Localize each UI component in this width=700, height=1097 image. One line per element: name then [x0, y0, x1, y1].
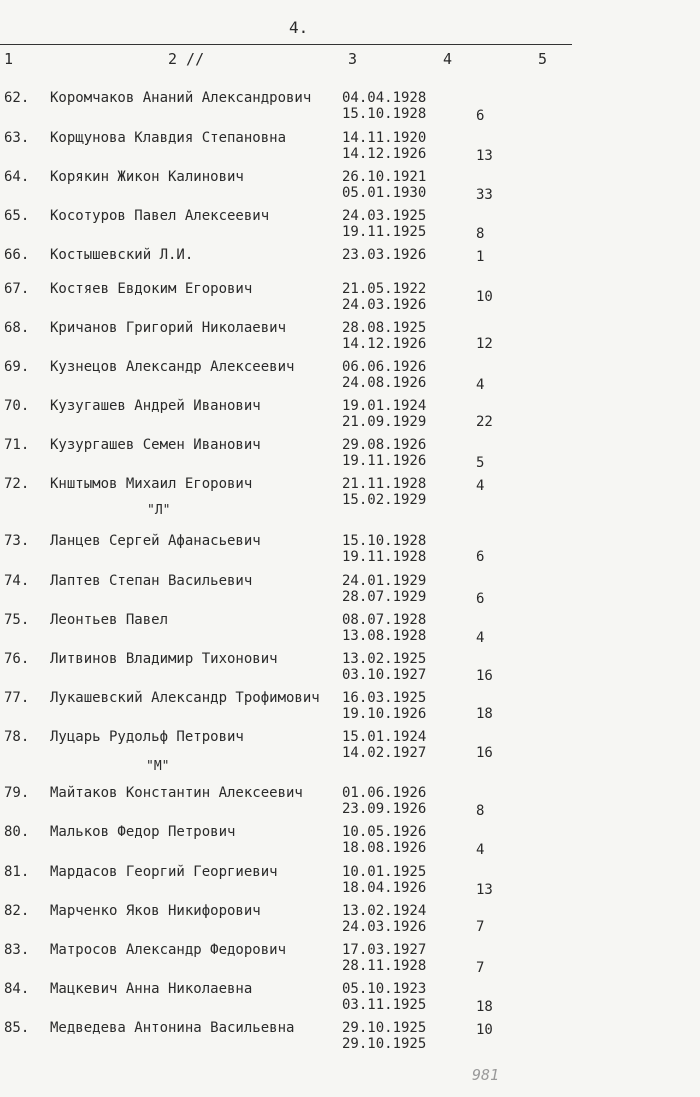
- table-row: [0, 398, 620, 438]
- col-5-header: 5: [538, 50, 548, 68]
- row-number: 68.: [4, 320, 30, 336]
- date-end: 15.10.1928: [342, 106, 427, 122]
- row-number: 81.: [4, 864, 30, 880]
- date-start: 29.10.1925: [342, 1020, 427, 1036]
- row-number: 85.: [4, 1020, 30, 1036]
- date-start: 26.10.1921: [342, 169, 427, 185]
- date-start: 16.03.1925: [342, 690, 427, 706]
- date-end: 05.01.1930: [342, 185, 427, 201]
- count-value: 33: [476, 187, 493, 203]
- row-number: 66.: [4, 247, 30, 263]
- count-value: 10: [476, 289, 493, 305]
- date-start: 21.11.1928: [342, 476, 427, 492]
- table-row: [0, 573, 620, 613]
- date-end: 24.03.1926: [342, 919, 427, 935]
- col-3-header: 3: [348, 50, 358, 68]
- row-number: 84.: [4, 981, 30, 997]
- table-row: [0, 437, 620, 477]
- table-row: [0, 281, 620, 321]
- person-name: Кузугашев Андрей Иванович: [50, 398, 261, 414]
- table-row: [0, 612, 620, 652]
- date-start: 21.05.1922: [342, 281, 427, 297]
- person-name: Косотуров Павел Алексеевич: [50, 208, 270, 224]
- person-name: Корщунова Клавдия Степановна: [50, 130, 287, 146]
- person-name: Ланцев Сергей Афанасьевич: [50, 533, 261, 549]
- person-name: Коромчаков Ананий Александрович: [50, 90, 312, 106]
- table-row: [0, 690, 620, 730]
- row-number: 76.: [4, 651, 30, 667]
- count-value: 8: [476, 803, 485, 819]
- date-end: 19.11.1925: [342, 224, 427, 240]
- date-end: 14.12.1926: [342, 146, 427, 162]
- table-row: [0, 476, 620, 516]
- row-number: 77.: [4, 690, 30, 706]
- person-name: Марченко Яков Никифорович: [50, 903, 261, 919]
- date-start: 13.02.1924: [342, 903, 427, 919]
- table-row: [0, 130, 620, 170]
- date-end: 03.11.1925: [342, 997, 427, 1013]
- date-start: 17.03.1927: [342, 942, 427, 958]
- date-start: 13.02.1925: [342, 651, 427, 667]
- table-row: [0, 1020, 620, 1060]
- date-start: 29.08.1926: [342, 437, 427, 453]
- date-start: 15.01.1924: [342, 729, 427, 745]
- date-end: 14.12.1926: [342, 336, 427, 352]
- date-end: 28.07.1929: [342, 589, 427, 605]
- count-value: 1: [476, 249, 485, 265]
- table-row: [0, 651, 620, 691]
- archive-mark: 981: [472, 1066, 500, 1084]
- date-start: 06.06.1926: [342, 359, 427, 375]
- date-end: 15.02.1929: [342, 492, 427, 508]
- date-end: 19.11.1928: [342, 549, 427, 565]
- table-row: [0, 533, 620, 573]
- date-end: 24.08.1926: [342, 375, 427, 391]
- count-value: 6: [476, 591, 485, 607]
- row-number: 83.: [4, 942, 30, 958]
- count-value: 12: [476, 336, 493, 352]
- table-row: [0, 320, 620, 360]
- date-end: 13.08.1928: [342, 628, 427, 644]
- date-start: 10.05.1926: [342, 824, 427, 840]
- person-name: Кузнецов Александр Алексеевич: [50, 359, 295, 375]
- person-name: Кричанов Григорий Николаевич: [50, 320, 287, 336]
- date-start: 01.06.1926: [342, 785, 427, 801]
- count-value: 7: [476, 919, 485, 935]
- date-end: 03.10.1927: [342, 667, 427, 683]
- date-start: 15.10.1928: [342, 533, 427, 549]
- count-value: 18: [476, 999, 493, 1015]
- table-row: [0, 729, 620, 769]
- row-number: 64.: [4, 169, 30, 185]
- table-row: [0, 359, 620, 399]
- count-value: 18: [476, 706, 493, 722]
- date-start: 28.08.1925: [342, 320, 427, 336]
- person-name: Кузургашев Семен Иванович: [50, 437, 261, 453]
- person-name: Луцарь Рудольф Петрович: [50, 729, 244, 745]
- date-end: 14.02.1927: [342, 745, 427, 761]
- person-name: Литвинов Владимир Тихонович: [50, 651, 278, 667]
- count-value: 4: [476, 630, 485, 646]
- date-end: 19.11.1926: [342, 453, 427, 469]
- person-name: Костяев Евдоким Егорович: [50, 281, 253, 297]
- row-number: 82.: [4, 903, 30, 919]
- row-number: 62.: [4, 90, 30, 106]
- count-value: 4: [476, 478, 485, 494]
- date-start: 19.01.1924: [342, 398, 427, 414]
- col-2-header: 2 //: [168, 50, 205, 68]
- date-end: 29.10.1925: [342, 1036, 427, 1052]
- table-row: [0, 981, 620, 1021]
- section-l-heading: "Л": [147, 503, 171, 518]
- row-number: 74.: [4, 573, 30, 589]
- person-name: Майтаков Константин Алексеевич: [50, 785, 303, 801]
- row-number: 78.: [4, 729, 30, 745]
- person-name: Костышевский Л.И.: [50, 247, 194, 263]
- row-number: 67.: [4, 281, 30, 297]
- row-number: 79.: [4, 785, 30, 801]
- table-row: [0, 942, 620, 982]
- table-row: [0, 208, 620, 248]
- count-value: 7: [476, 960, 485, 976]
- date-start: 10.01.1925: [342, 864, 427, 880]
- table-row: [0, 824, 620, 864]
- date-end: 18.08.1926: [342, 840, 427, 856]
- header-rule: [0, 44, 572, 45]
- date-end: 18.04.1926: [342, 880, 427, 896]
- row-number: 80.: [4, 824, 30, 840]
- date-start: 24.01.1929: [342, 573, 427, 589]
- table-row: [0, 169, 620, 209]
- person-name: Лаптев Степан Васильевич: [50, 573, 253, 589]
- count-value: 4: [476, 842, 485, 858]
- date-start: 05.10.1923: [342, 981, 427, 997]
- row-number: 73.: [4, 533, 30, 549]
- count-value: 13: [476, 882, 493, 898]
- count-value: 6: [476, 549, 485, 565]
- table-row: [0, 864, 620, 904]
- person-name: Мацкевич Анна Николаевна: [50, 981, 253, 997]
- count-value: 8: [476, 226, 485, 242]
- row-number: 69.: [4, 359, 30, 375]
- person-name: Медведева Антонина Васильевна: [50, 1020, 295, 1036]
- row-number: 70.: [4, 398, 30, 414]
- count-value: 4: [476, 377, 485, 393]
- table-row: [0, 90, 620, 130]
- date-end: 24.03.1926: [342, 297, 427, 313]
- table-row: [0, 785, 620, 825]
- row-number: 72.: [4, 476, 30, 492]
- section-m-heading: "М": [146, 759, 170, 774]
- date-end: 23.09.1926: [342, 801, 427, 817]
- person-name: Мальков Федор Петрович: [50, 824, 236, 840]
- person-name: Кнштымов Михаил Егорович: [50, 476, 253, 492]
- date-start: 23.03.1926: [342, 247, 427, 263]
- count-value: 16: [476, 668, 493, 684]
- row-number: 63.: [4, 130, 30, 146]
- table-row: [0, 903, 620, 943]
- col-4-header: 4: [443, 50, 453, 68]
- date-start: 04.04.1928: [342, 90, 427, 106]
- date-start: 24.03.1925: [342, 208, 427, 224]
- row-number: 71.: [4, 437, 30, 453]
- page-number: 4.: [289, 18, 309, 37]
- person-name: Мардасов Георгий Георгиевич: [50, 864, 278, 880]
- count-value: 10: [476, 1022, 493, 1038]
- col-1-header: 1: [4, 50, 14, 68]
- person-name: Корякин Жикон Калинович: [50, 169, 244, 185]
- date-end: 19.10.1926: [342, 706, 427, 722]
- row-number: 65.: [4, 208, 30, 224]
- date-start: 08.07.1928: [342, 612, 427, 628]
- person-name: Леонтьев Павел: [50, 612, 169, 628]
- person-name: Матросов Александр Федорович: [50, 942, 287, 958]
- date-end: 28.11.1928: [342, 958, 427, 974]
- count-value: 16: [476, 745, 493, 761]
- row-number: 75.: [4, 612, 30, 628]
- count-value: 22: [476, 414, 493, 430]
- date-end: 21.09.1929: [342, 414, 427, 430]
- person-name: Лукашевский Александр Трофимович: [50, 690, 320, 706]
- date-start: 14.11.1920: [342, 130, 427, 146]
- count-value: 6: [476, 108, 485, 124]
- count-value: 13: [476, 148, 493, 164]
- count-value: 5: [476, 455, 485, 471]
